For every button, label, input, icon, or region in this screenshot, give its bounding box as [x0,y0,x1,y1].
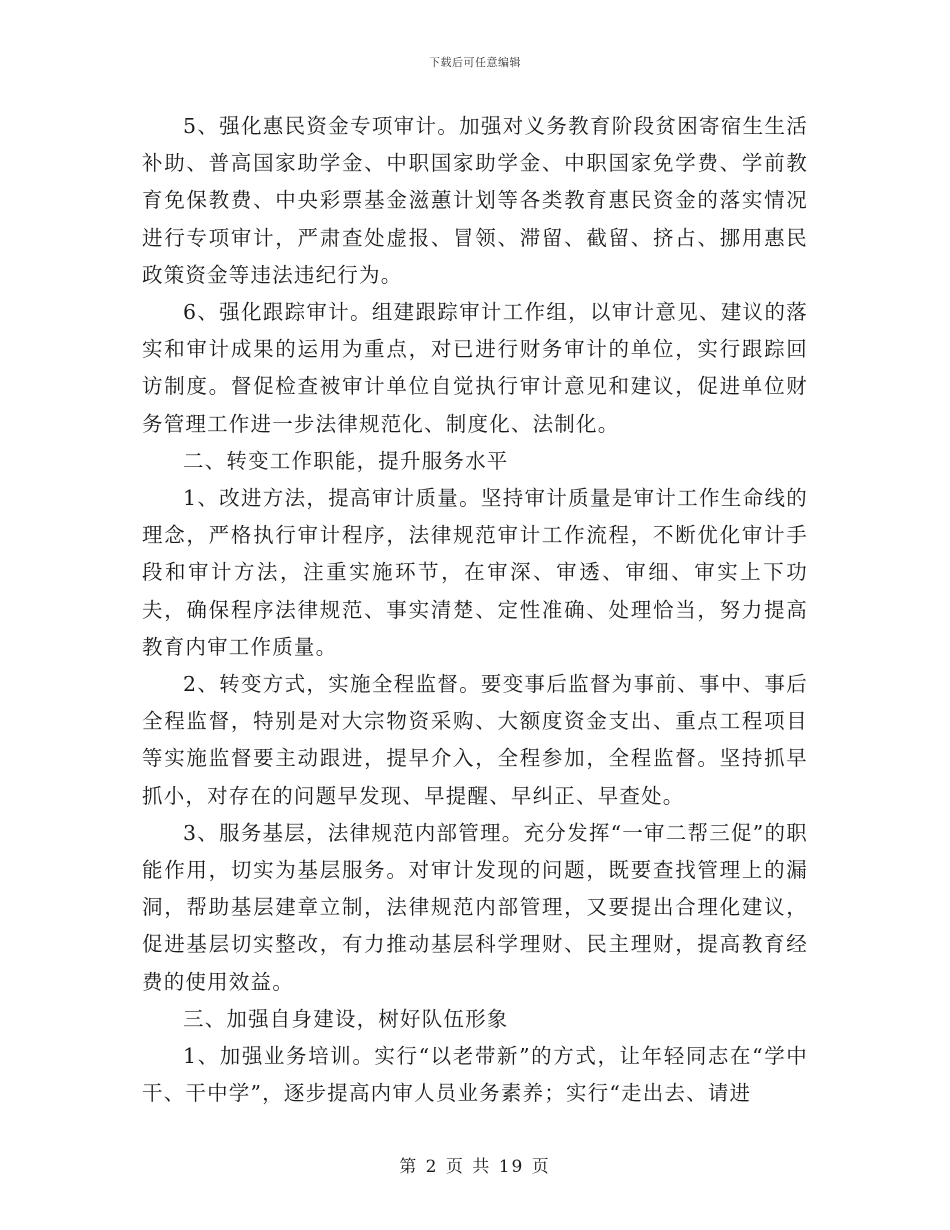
paragraph-1: 5、强化惠民资金专项审计。加强对义务教育阶段贫困寄宿生生活补助、普高国家助学金、中职国家助学金、中职国家免学费、学前教育免保教费、中央彩票基金滋蕙计划等各类教育惠民资金的落实情况进行专项审计，严肃查处虚报、冒领、滞留、截留、挤占、挪用惠民政策资金等违法违纪行为。 [142,114,808,287]
paragraph-4: 2、转变方式，实施全程监督。要变事后监督为事前、事中、事后全程监督，特别是对大宗物资采购、大额度资金支出、重点工程项目等实施监督要主动跟进，提早介入，全程参加，全程监督。坚持抓早抓小，对存在的问题早发现、早提醒、早纠正、早查处。 [142,672,808,808]
page-number: 第 2 页 共 19 页 [399,1157,551,1177]
paragraph-2: 6、强化跟踪审计。组建跟踪审计工作组，以审计意见、建议的落实和审计成果的运用为重点，对已进行财务审计的单位，实行跟踪回访制度。督促检查被审计单位自觉执行审计意见和建议，促进单位财务管理工作进一步法律规范化、制度化、法制化。 [142,300,808,436]
paragraph-6: 1、加强业务培训。实行“以老带新”的方式，让年轻同志在“学中干、干中学”，逐步提高内审人员业务素养；实行“走出去、请进 [142,1044,808,1106]
page-header: 下载后可任意编辑 [429,56,521,69]
paragraph-5: 3、服务基层，法律规范内部管理。充分发挥“一审二帮三促”的职能作用，切实为基层服务。对审计发现的问题，既要查找管理上的漏洞，帮助基层建章立制，法律规范内部管理，又要提出合理化建议，促进基层切实整改，有力推动基层科学理财、民主理财，提高教育经费的使用效益。 [142,820,808,994]
paragraph-3: 1、改进方法，提高审计质量。坚持审计质量是审计工作生命线的理念，严格执行审计程序，法律规范审计工作流程，不断优化审计手段和审计方法，注重实施环节，在审深、审透、审细、审实上下功夫，确保程序法律规范、事实清楚、定性准确、处理恰当，努力提高教育内审工作质量。 [142,486,808,659]
section-heading-2: 二、转变工作职能，提升服务水平 [183,448,509,473]
document-body [142,108,808,1112]
section-heading-3: 三、加强自身建设，树好队伍形象 [183,1006,509,1031]
